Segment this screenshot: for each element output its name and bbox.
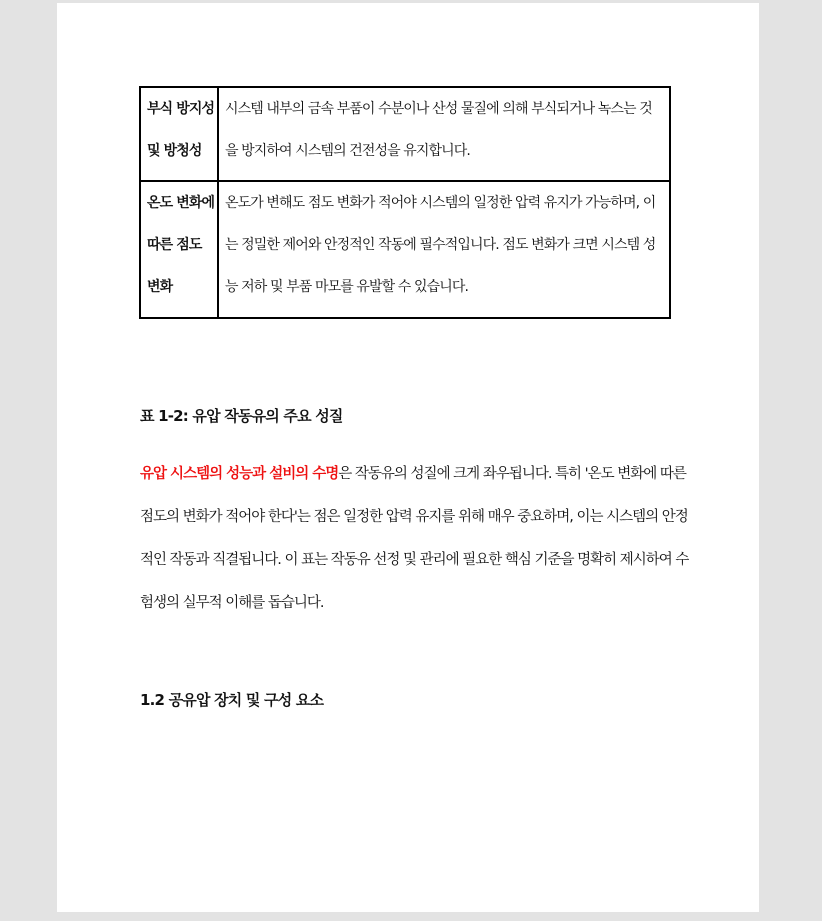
hydraulic-fluid-properties-table [139, 86, 671, 319]
description-cell: 시스템 내부의 금속 부품이 수분이나 산성 물질에 의해 부식되거나 녹스는 것을 방지하여 시스템의 건전성을 유지합니다. [218, 87, 670, 181]
highlighted-phrase: 유압 시스템의 성능과 설비의 수명 [140, 466, 339, 482]
property-cell: 온도 변화에 따른 점도 변화 [140, 181, 218, 318]
table-row [140, 181, 670, 318]
property-cell: 부식 방지성 및 방청성 [140, 87, 218, 181]
section-heading: 1.2 공유압 장치 및 구성 요소 [140, 691, 324, 709]
paragraph-text: 은 작동유의 성질에 크게 좌우됩니다. 특히 '온도 변화에 따른 점도의 변화가 적어야 한다'는 점은 일정한 압력 유지를 위해 매우 중요하며, 이는 시스템의 안정적인 작동과 직결됩니다. 이 표는 작동유 선정 및 관리에 필요한 핵심 기준을 명확히 제시하여 수험생의 실무적 이해를 돕습니다. [140, 466, 689, 611]
body-paragraph [140, 453, 700, 625]
description-cell: 온도가 변해도 점도 변화가 적어야 시스템의 일정한 압력 유지가 가능하며, 이는 정밀한 제어와 안정적인 작동에 필수적입니다. 점도 변화가 크면 시스템 성능 저하 및 부품 마모를 유발할 수 있습니다. [218, 181, 670, 318]
table-row [140, 87, 670, 181]
document-page [57, 3, 759, 912]
table-caption: 표 1-2: 유압 작동유의 주요 성질 [140, 407, 343, 425]
